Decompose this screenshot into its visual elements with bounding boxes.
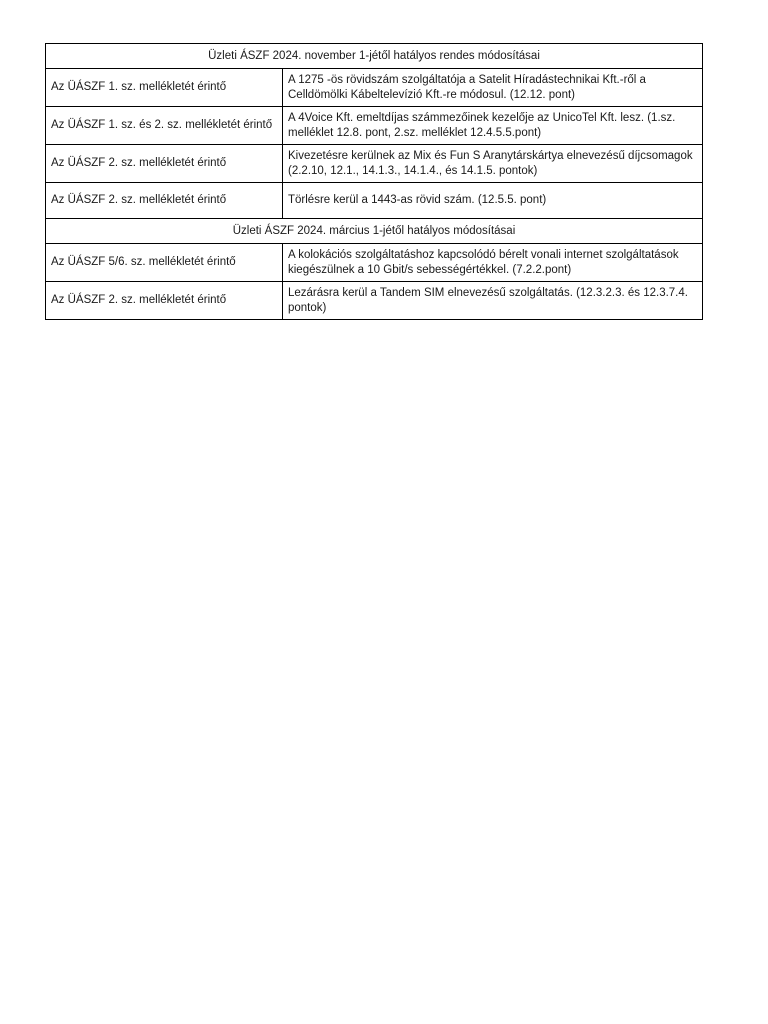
affected-annex-cell: Az ÜÁSZF 2. sz. mellékletét érintő <box>46 282 283 320</box>
change-description-cell: A kolokációs szolgáltatáshoz kapcsolódó bérelt vonali internet szolgáltatások kiegészülnek a 10 Gbit/s sebességértékkel. (7.2.2.pont) <box>283 244 703 282</box>
document-page <box>45 43 702 320</box>
affected-annex-cell: Az ÜÁSZF 5/6. sz. mellékletét érintő <box>46 244 283 282</box>
table-row <box>46 282 703 320</box>
affected-annex-cell: Az ÜÁSZF 1. sz. és 2. sz. mellékletét érintő <box>46 107 283 145</box>
section-heading-row <box>46 219 703 244</box>
change-description-cell: A 1275 -ös rövidszám szolgáltatója a Satelit Híradástechnikai Kft.-ről a Celldömölki Kábeltelevízió Kft.-re módosul. (12.12. pont) <box>283 69 703 107</box>
affected-annex-cell: Az ÜÁSZF 1. sz. mellékletét érintő <box>46 69 283 107</box>
change-description-cell: Lezárásra kerül a Tandem SIM elnevezésű szolgáltatás. (12.3.2.3. és 12.3.7.4. pontok) <box>283 282 703 320</box>
affected-annex-cell: Az ÜÁSZF 2. sz. mellékletét érintő <box>46 183 283 219</box>
section-heading-march: Üzleti ÁSZF 2024. március 1-jétől hatályos módosításai <box>46 219 703 244</box>
section-heading-row <box>46 44 703 69</box>
table-row <box>46 183 703 219</box>
change-description-cell: Törlésre kerül a 1443-as rövid szám. (12.5.5. pont) <box>283 183 703 219</box>
change-description-cell: Kivezetésre kerülnek az Mix és Fun S Aranytárskártya elnevezésű díjcsomagok (2.2.10, 12.1., 14.1.3., 14.1.4., és 14.1.5. pontok) <box>283 145 703 183</box>
table-row <box>46 107 703 145</box>
table-row <box>46 69 703 107</box>
affected-annex-cell: Az ÜÁSZF 2. sz. mellékletét érintő <box>46 145 283 183</box>
section-heading-november: Üzleti ÁSZF 2024. november 1-jétől hatályos rendes módosításai <box>46 44 703 69</box>
table-row <box>46 244 703 282</box>
table-row <box>46 145 703 183</box>
amendments-table <box>45 43 703 320</box>
change-description-cell: A 4Voice Kft. emeltdíjas számmezőinek kezelője az UnicoTel Kft. lesz. (1.sz. melléklet 12.8. pont, 2.sz. melléklet 12.4.5.5.pont) <box>283 107 703 145</box>
